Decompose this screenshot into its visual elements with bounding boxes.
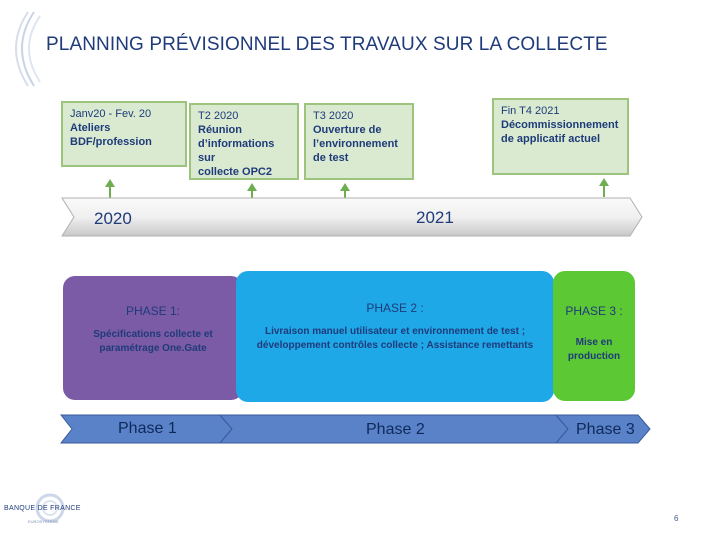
- phase-description: Spécifications collecte et: [93, 329, 213, 340]
- banque-de-france-logo: [4, 490, 90, 530]
- phase-label: Phase 1: [118, 420, 177, 437]
- milestone-text: de test: [313, 152, 349, 164]
- header-decoration: [4, 10, 44, 90]
- logo-text: BANQUE DE FRANCE: [4, 505, 81, 512]
- milestone-date: T2 2020: [198, 110, 239, 122]
- milestone-date: Janv20 - Fev. 20: [70, 108, 152, 120]
- milestone-text: d’informations sur: [198, 138, 275, 164]
- phase-description: paramétrage One.Gate: [99, 343, 207, 354]
- milestone-date: Fin T4 2021: [501, 105, 560, 117]
- milestone-date: T3 2020: [313, 110, 354, 122]
- milestone-text: Ateliers: [70, 122, 111, 134]
- milestone-text: Ouverture de: [313, 124, 382, 136]
- timeline-band: [60, 196, 644, 238]
- page-title: PLANNING PRÉVISIONNEL DES TRAVAUX SUR LA COLLECTE: [46, 34, 608, 55]
- phase-description: développement contrôles collecte ; Assistance remettants: [256, 340, 534, 351]
- milestone-box: [189, 103, 299, 180]
- phase-label: Phase 2: [366, 421, 425, 438]
- phase-title: PHASE 3 :: [565, 304, 623, 318]
- milestone-box: [61, 101, 187, 167]
- milestone-box: [304, 103, 414, 180]
- milestone-text: Réunion: [198, 124, 242, 136]
- timeline-year: 2020: [94, 209, 132, 228]
- phase-2-panel: [236, 271, 554, 402]
- phase-title: PHASE 2 :: [366, 301, 424, 315]
- milestone-box: [492, 98, 629, 175]
- milestone-text: BDF/profession: [70, 136, 152, 148]
- phase-title: PHASE 1:: [125, 304, 181, 318]
- milestone-text: de applicatif actuel: [501, 133, 601, 145]
- milestone-text: Décommissionnement: [501, 119, 619, 131]
- phase-description: production: [567, 351, 621, 362]
- milestone-text: collecte OPC2: [198, 166, 272, 178]
- phase-label: Phase 3: [576, 421, 635, 438]
- milestone-text: l’environnement: [313, 138, 398, 150]
- phase-3-panel: [553, 271, 635, 401]
- arrow-up-icon: [105, 179, 115, 187]
- phase-description: Livraison manuel utilisateur et environnement de test ;: [264, 326, 526, 337]
- logo-subtext: EUROSYSTÈME: [28, 519, 59, 524]
- arrow-up-icon: [599, 178, 609, 186]
- arrow-up-icon: [247, 183, 257, 191]
- timeline-year: 2021: [416, 208, 454, 227]
- arrow-up-icon: [340, 183, 350, 191]
- phase-1-panel: [63, 276, 243, 400]
- phase-description: Mise en: [575, 337, 613, 348]
- page-number: 6: [674, 514, 679, 523]
